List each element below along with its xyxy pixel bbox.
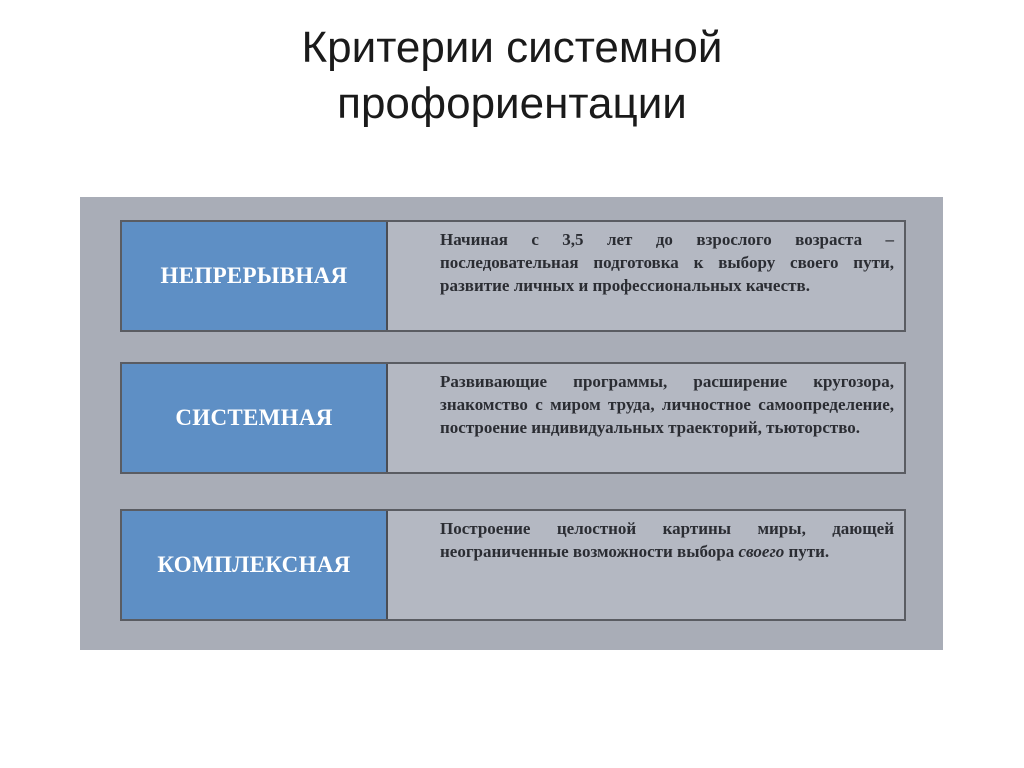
description-italic: своего (738, 542, 785, 561)
description-main: Построение целостной картины миры, дающей неограниченные возможности выбора (440, 519, 894, 561)
criterion-label: НЕПРЕРЫВНАЯ (122, 222, 388, 330)
criterion-label: СИСТЕМНАЯ (122, 364, 388, 472)
criterion-description: Начиная с 3,5 лет до взрослого возраста – последовательная подготовка к выбору своего пути, развитие личных и профессиональных качеств. (440, 230, 894, 295)
criterion-description: Развивающие программы, расширение кругозора, знакомство с миром труда, личностное самоопределение, построение индивидуальных траекторий, тьюторство. (440, 372, 894, 437)
title-line-2: профориентации (337, 79, 687, 128)
criterion-row-continuous (120, 220, 906, 332)
title-line-1: Критерии системной (301, 23, 723, 72)
criterion-row-systemic (120, 362, 906, 474)
criterion-row-complex (120, 509, 906, 621)
slide-title (0, 20, 1024, 132)
criteria-panel (80, 197, 943, 650)
description-tail: пути. (788, 542, 830, 561)
criterion-description (388, 511, 904, 619)
criterion-label: КОМПЛЕКСНАЯ (122, 511, 388, 619)
